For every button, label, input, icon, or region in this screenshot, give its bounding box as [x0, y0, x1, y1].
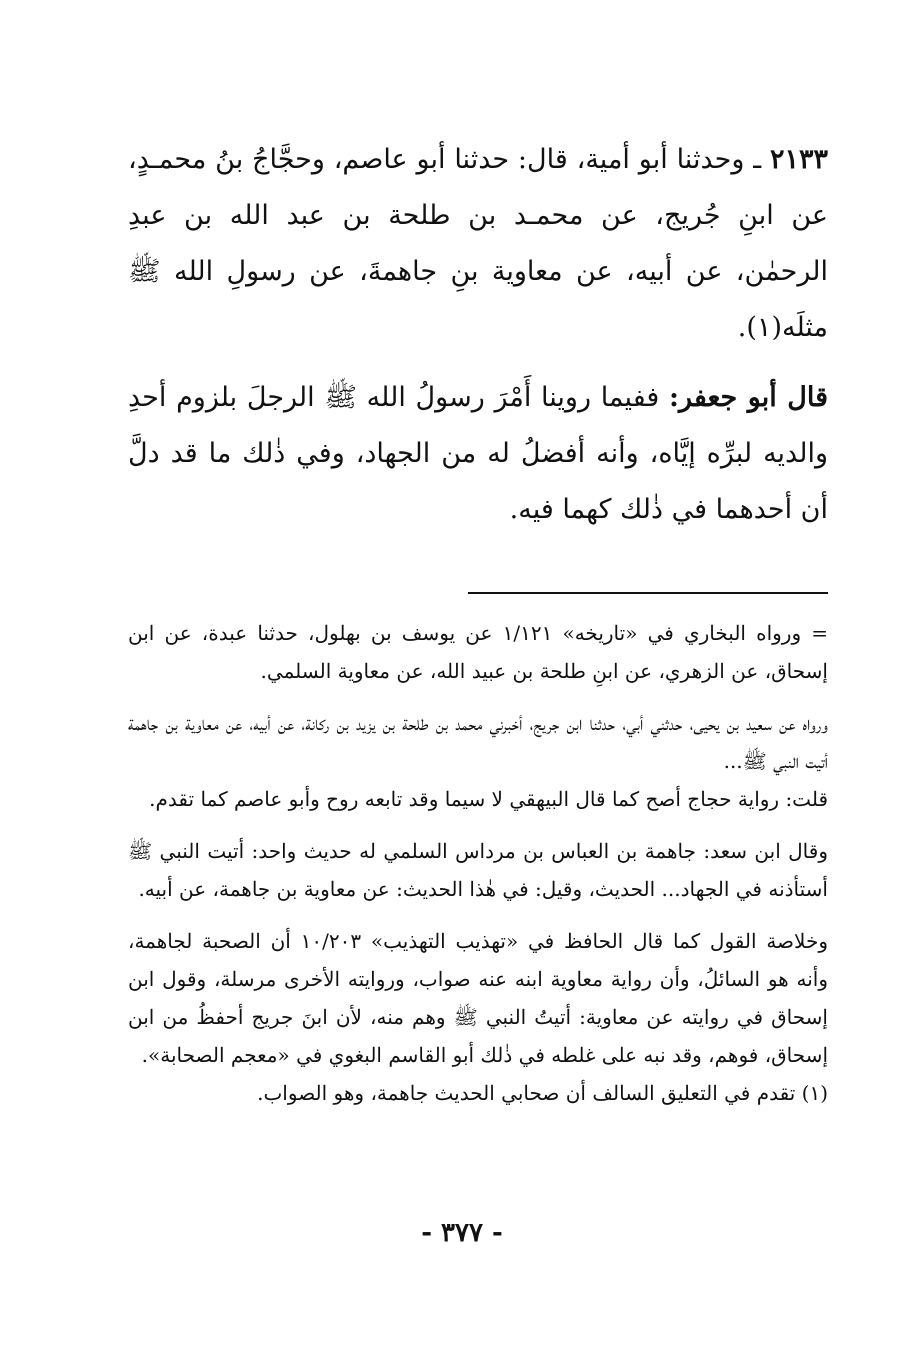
hadith-number: ٢١٣٣ — [769, 144, 828, 175]
footnote-paragraph: وخلاصة القول كما قال الحافظ في «تهذيب التهذيب» ١٠/٢٠٣ أن الصحبة لجاهمة، وأنه هو السائلُ، وأن رواية معاوية ابنه عنه صواب، وروايته الأخرى مرسلة، وقول ابن إسحاق في روايته عن معاوية: أتيتُ النبي ﷺ وهم منه، لأن ابنَ جريج أحفظُ من ابن إسحاق، فوهم، وقد نبه على غلطه في ذٰلك أبو القاسم البغوي في «معجم الصحابة». — [128, 929, 828, 1067]
footnote-paragraph: قلت: رواية حجاج أصح كما قال البيهقي لا سيما وقد تابعه روح وأبو عاصم كما تقدم. — [149, 787, 828, 811]
footnotes — [128, 614, 828, 1112]
footnote-paragraph: وقال ابن سعد: جاهمة بن العباس بن مرداس السلمي له حديث واحد: أتيت النبي ﷺ أستأذنه في الجهاد... الحديث، وقيل: في هٰذا الحديث: عن معاوية بن جاهمة، عن أبيه. — [128, 839, 828, 901]
main-text — [128, 132, 828, 538]
footnote-1: (١) تقدم في التعليق السالف أن صحابي الحديث جاهمة، وهو الصواب. — [257, 1081, 828, 1105]
hadith-paragraph — [128, 132, 828, 356]
hadith-text: ـ وحدثنا أبو أمية، قال: حدثنا أبو عاصم، وحجَّاجُ بنُ محمـدٍ، عن ابنِ جُريج، عن محمـد بن طلحة بن عبد الله بن عبدِ الرحمٰن، عن أبيه، عن معاوية بنِ جاهمةَ، عن رسولِ الله ﷺ مثلَه(١). — [128, 144, 828, 343]
commentary-paragraph — [128, 370, 828, 538]
footnote-paragraph: ورواه عن سعيد بن يحيى، حدثني أبي، حدثنا ابن جريج، أخبرني محمد بن طلحة بن يزيد بن ركانة، عن أبيه، عن معاوية بن جاهمة أتيت النبي ﷺ... — [128, 711, 829, 773]
footnote-continuation: = ورواه البخاري في «تاريخه» ١/١٢١ عن يوسف بن بهلول، حدثنا عبدة، عن ابن إسحاق، عن الزهري، عن ابنِ طلحة بن عبيد الله، عن معاوية السلمي. — [128, 621, 829, 683]
commentary-text: ففيما روينا أَمْرَ رسولُ الله ﷺ الرجلَ بلزوم أحدِ والديه لبرِّه إيَّاه، وأنه أفضلُ له من الجهاد، وفي ذٰلك ما قد دلَّ أن أحدهما في ذٰلك كهما فيه. — [128, 382, 828, 525]
page-body — [128, 132, 828, 1112]
page-number: - ٣٧٧ - — [421, 1218, 503, 1248]
footnote-separator — [468, 592, 828, 594]
commentary-speaker: قال أبو جعفر: — [668, 382, 828, 413]
